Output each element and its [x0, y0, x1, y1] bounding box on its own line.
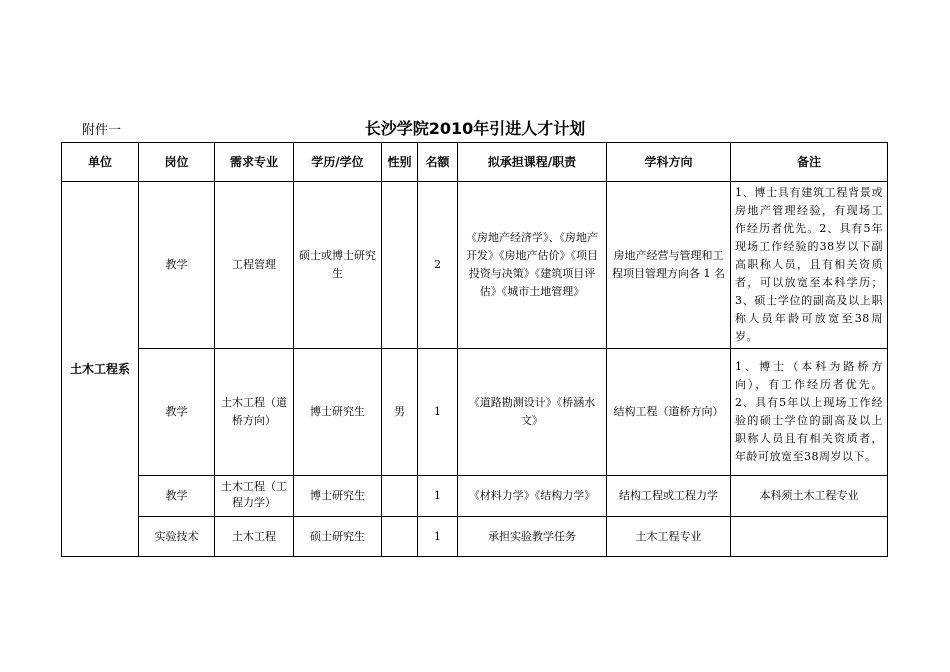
- gender-cell: [382, 517, 418, 557]
- header-unit: 单位: [62, 143, 139, 182]
- quota-cell: 2: [418, 182, 458, 349]
- document-title: 长沙学院2010年引进人才计划: [364, 119, 586, 138]
- direction-cell: 房地产经营与管理和工程项目管理方向各 1 名: [607, 182, 731, 349]
- degree-cell: 硕士研究生: [294, 517, 382, 557]
- gender-cell: [382, 476, 418, 517]
- note-cell: [731, 517, 888, 557]
- quota-cell: 1: [418, 476, 458, 517]
- major-cell: 土木工程: [215, 517, 294, 557]
- table-row: [62, 182, 888, 349]
- header-row: [62, 143, 888, 182]
- position-cell: 实验技术: [139, 517, 215, 557]
- header-direction: 学科方向: [607, 143, 731, 182]
- degree-cell: 硕士或博士研究生: [294, 182, 382, 349]
- position-cell: 教学: [139, 476, 215, 517]
- annex-label: 附件一: [82, 123, 122, 138]
- header-major: 需求专业: [215, 143, 294, 182]
- note-cell: 1、博士具有建筑工程背景或房地产管理经验，有现场工作经历者优先。2、具有5年现场工作经验的38岁以下副高职称人员，且有相关资质者，可以放宽至本科学历；3、硕士学位的副高及以上职称人员年龄可放宽至38周岁。: [731, 182, 888, 349]
- unit-cell: 土木工程系: [62, 182, 139, 557]
- major-cell: [215, 476, 294, 517]
- header-quota: 名额: [418, 143, 458, 182]
- quota-cell: 1: [418, 517, 458, 557]
- courses-cell: 承担实验教学任务: [458, 517, 607, 557]
- gender-cell: [382, 182, 418, 349]
- courses-cell: 《材料力学》《结构力学》: [458, 476, 607, 517]
- talent-plan-table: [61, 142, 888, 557]
- major-cell: 土木工程（道桥方向）: [215, 349, 294, 476]
- table-row: [62, 476, 888, 517]
- position-cell: 教学: [139, 349, 215, 476]
- courses-cell: 《道路勘测设计》《桥涵水文》: [458, 349, 607, 476]
- note-cell: 1、博士（本科为路桥方向），有工作经历者优先。2、具有5年以上现场工作经验的硕士学位的副高及以上职称人员且有相关资质者，年龄可放宽至38周岁以下。: [731, 349, 888, 476]
- note-cell: 本科须土木工程专业: [731, 476, 888, 517]
- major-text: 土木工程（工程力学）: [221, 480, 287, 509]
- degree-cell: 博士研究生: [294, 476, 382, 517]
- gender-cell: 男: [382, 349, 418, 476]
- position-cell: 教学: [139, 182, 215, 349]
- header-note: 备注: [731, 143, 888, 182]
- direction-cell: 土木工程专业: [607, 517, 731, 557]
- major-cell: 工程管理: [215, 182, 294, 349]
- table-row: [62, 349, 888, 476]
- courses-cell: 《房地产经济学》、《房地产开发》《房地产估价》《项目投资与决策》《建筑项目评估》《城市土地管理》: [458, 182, 607, 349]
- degree-cell: 博士研究生: [294, 349, 382, 476]
- header-position: 岗位: [139, 143, 215, 182]
- direction-cell: 结构工程或工程力学: [607, 476, 731, 517]
- quota-cell: 1: [418, 349, 458, 476]
- header-degree: 学历/学位: [294, 143, 382, 182]
- header-gender: 性别: [382, 143, 418, 182]
- table-row: [62, 517, 888, 557]
- header-courses: 拟承担课程/职责: [458, 143, 607, 182]
- direction-cell: 结构工程（道桥方向）: [607, 349, 731, 476]
